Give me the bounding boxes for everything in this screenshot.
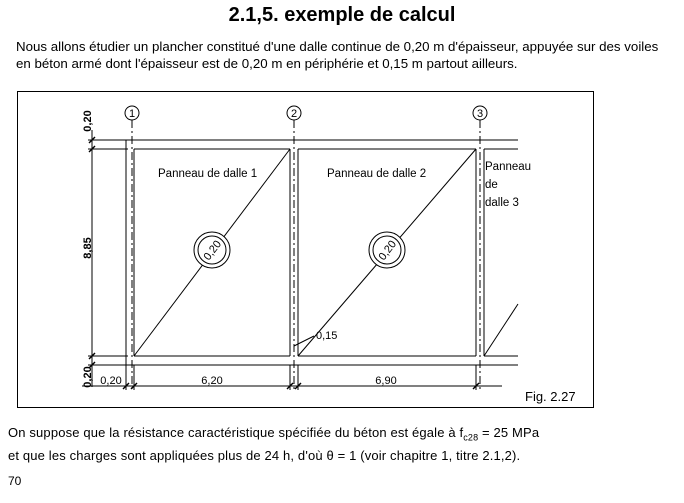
floor-plan-drawing bbox=[18, 92, 595, 409]
panel-1-label: Panneau de dalle 1 bbox=[158, 168, 258, 180]
section-title: 2.1,5. exemple de calcul bbox=[228, 4, 456, 26]
panel-3-diagonal bbox=[484, 304, 518, 356]
panel-3-label-line1: Panneau bbox=[485, 161, 532, 173]
page-number: 70 bbox=[8, 474, 22, 488]
conclusion-line-1: On suppose que la résistance caractéristique spécifiée du béton est égale à $f_{c28} = 25$ MPa bbox=[8, 425, 540, 443]
panel-3-label-line3: dalle 3 bbox=[485, 197, 519, 209]
figure-2-27 bbox=[17, 91, 594, 408]
fc28-subscript: c28 bbox=[463, 432, 479, 443]
intro-paragraph: Nous allons étudier un plancher constitué d'une dalle continue de 0,20 m d'épaisseur, appuyée sur des voiles en béton armé dont l'épaisseur est de 0,20 m en périphérie et 0,15 m partout ailleurs. bbox=[16, 39, 659, 71]
dim-span-2-label: 6,90 bbox=[375, 375, 397, 387]
dim-span-1-label: 6,20 bbox=[201, 375, 223, 387]
dim-top-label: 0,20 bbox=[82, 110, 94, 132]
axis-label-3: 3 bbox=[476, 108, 484, 120]
dim-bottom-label: 0,20 bbox=[82, 366, 94, 388]
axis-label-1: 1 bbox=[128, 108, 136, 120]
figure-caption: Fig. 2.27 bbox=[525, 389, 576, 404]
conclusion-line-2: et que les charges sont appliquées plus de 24 h, d'où θ = 1 (voir chapitre 1, titre 2.1,2). bbox=[8, 447, 521, 463]
axis-label-2: 2 bbox=[290, 108, 298, 120]
dim-wall-left-label: 0,20 bbox=[100, 375, 122, 387]
dim-wall-inner-label: 0,15 bbox=[316, 330, 338, 342]
thickness-label-1: 0,20 bbox=[201, 238, 225, 263]
conclusion-paragraph bbox=[8, 424, 678, 464]
dim-height-label: 8,85 bbox=[82, 237, 94, 259]
panel-3-label-line2: de bbox=[485, 179, 498, 191]
panel-2-label: Panneau de dalle 2 bbox=[327, 168, 427, 180]
thickness-label-2: 0,20 bbox=[376, 238, 400, 263]
